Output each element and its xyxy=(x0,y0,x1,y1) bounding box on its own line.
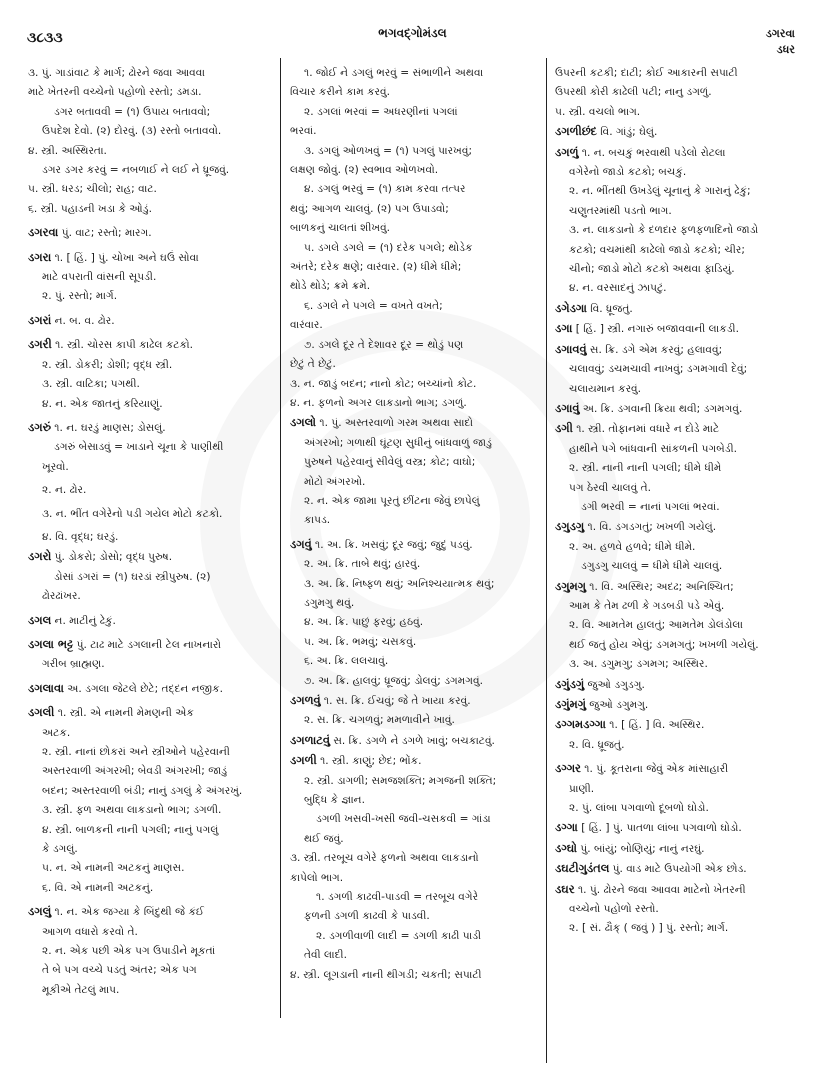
entry-line: અંગરખો; ગળાથી ઘૂંટણ સુધીનું બાંધવાળું જાડું xyxy=(304,436,492,449)
entry-headword-line xyxy=(28,223,274,243)
entry-line: ૩. પું. ગાડાંવાટ કે માર્ગ; ઢોરને જવા આવવા xyxy=(28,67,205,79)
entry-headword-line xyxy=(290,535,538,555)
entry-line: છેટું તે છેટું. xyxy=(290,358,336,371)
entry-line: લક્ષણ જોવું. (૨) સ્વભાવ ઓળખવો. xyxy=(290,164,439,177)
entry-line: ૬. અ. ક્રિ. લલચાવું. xyxy=(304,655,389,668)
entry-line: ચણુતરમાંથી પડતો ભાગ. xyxy=(569,204,672,217)
headword: ડગાવવું xyxy=(555,341,587,356)
headword: ડગરું xyxy=(28,419,51,434)
definition-text: પું. બાંયું; બોણિયું; નાનું નરઘું. xyxy=(577,842,705,855)
entry-headword-line xyxy=(555,340,805,360)
entry-line: વચ્ચેનો પહોળો રસ્તો. xyxy=(569,903,659,916)
page-number: ૩૮૩૩ xyxy=(27,30,63,46)
entry-line: ૭. ડગલે દૂર તે દેશાવર દૂર = થોડું પણ xyxy=(304,338,464,351)
entry-line: ચલાવવું; ડચમચાવી નાખવું; ડગમગાવી દેવું; xyxy=(569,363,748,376)
headword: ડગળાટવું xyxy=(290,732,330,747)
entry-line: ૨. સ્ત્રી. ડાગળી; સમજશક્તિ; મગજની શક્તિ; xyxy=(304,774,497,787)
entry-line: ૨. ન. ભીંતથી ઉખડેલું ચૂનાનું કે ગારાનું ઢેકું; xyxy=(569,185,751,198)
guide-word-first: ડગરવા xyxy=(765,27,795,40)
headword: ડગુડગુ xyxy=(555,519,585,534)
entry-line: પ્રાણી. xyxy=(569,782,595,795)
entry-line: બુદ્ધિ કે જ્ઞાન. xyxy=(304,794,365,807)
entry-headword-line xyxy=(28,635,274,655)
headword: ડગળવું xyxy=(290,693,321,707)
headword: ડગલું xyxy=(28,904,52,919)
entry-line: ૫. સ્ત્રી. વચલો ભાગ. xyxy=(555,105,641,118)
headword: ડગુંડગું xyxy=(555,676,585,691)
entry-headword-line xyxy=(28,311,274,331)
entry-headword-line xyxy=(555,143,805,163)
entry-headword-line xyxy=(28,248,274,268)
entry-line: અંતરે; દરેક ક્ષણે; વારંવાર. (૨) ધીમે ધીમે; xyxy=(290,261,462,274)
entry-line: આમ કે તેમ ઢળી કે ગડબડી પડે એવું. xyxy=(569,599,725,612)
entry-line: ઉપરની કટકી; દાટી; કોઈ આકારની સપાટી xyxy=(555,67,738,79)
entry-headword-line xyxy=(555,122,805,142)
entry-headword-line xyxy=(555,517,805,537)
entry-line: ૫. ન. એ નામની અટકનું માણસ. xyxy=(42,862,185,875)
definition-text: વિ. ધ્રૂજતું. xyxy=(586,302,633,315)
headword: ડઘર xyxy=(555,881,575,896)
entry-headword-line xyxy=(28,902,274,922)
column-left xyxy=(28,60,274,1059)
headword: ડગી xyxy=(555,421,573,436)
entry-line: ૪. વિ. વૃદ્ધ; ઘરડું. xyxy=(42,530,119,543)
headword: ડગલી xyxy=(28,705,55,720)
entry-line: માટે ખેતરની વચ્ચેનો પહોળો રસ્તો; ડમડા. xyxy=(28,86,202,99)
entry-line: કટકો; વચમાંથી કાઢેલો જાડો કટકો; ચીર; xyxy=(569,243,745,256)
entry-line: ૨. પું. રસ્તો; માર્ગ. xyxy=(42,290,118,303)
entry-headword-line xyxy=(555,880,805,900)
entry-line: ડગી ભરવી = નાનાં પગલાં ભરવાં. xyxy=(581,500,720,513)
definition-text: પું. વાટ; રસ્તો; મારગ. xyxy=(58,227,152,240)
entry-line: ૩. ડગલું ઓળખવું = (૧) પગલું પારખવું; xyxy=(304,144,473,157)
definition-text: જુઓ ડગુમગુ. xyxy=(585,699,649,711)
entry-line: પુરુષને પહેરવાનું સીવેલું વસ્ત્ર; કોટ; વાઘો; xyxy=(304,456,476,469)
entry-line: ૨. સ્ત્રી. નાનાં છોકરાં અને સ્ત્રીઓને પહેરવાની xyxy=(42,746,230,758)
definition-text: ૧. પું. અસ્તરવાળો ગરમ અથવા સાદો xyxy=(316,417,473,430)
entry-line: ખૂરવો. xyxy=(42,460,69,473)
entry-line: ડગુમગુ થવું. xyxy=(304,596,355,609)
entry-line: મૂકીએ તેટલું માપ. xyxy=(42,983,120,996)
definition-text: ૧. પું. ઢોરને જવા આવવા માટેનો ખેતરની xyxy=(574,883,746,896)
definition-text: ૧. વિ. ડગડગતું; ખખળી ગયેલું. xyxy=(584,521,717,534)
entry-headword-line xyxy=(290,751,538,771)
entry-line: અસ્તરવાળી અંગરખી; બેવડી અંગરખી; જાડું xyxy=(42,765,228,778)
definition-text: અ. ડગલા જેટલે છેટે; તદ્દન નજીક. xyxy=(63,682,223,695)
entry-line: ૨. સ્ત્રી. નાની નાની પગલી; ધીમે ધીમે xyxy=(569,462,722,475)
entry-line: ગરીબ બ્રાહ્મણ. xyxy=(42,658,105,671)
definition-text: સ. ક્રિ. ડગે એમ કરવું; હલાવવું; xyxy=(586,343,723,356)
entry-line: ૨. ન. ઢોર. xyxy=(42,484,87,497)
entry-line: વિચાર કરીને કામ કરવું. xyxy=(290,86,390,99)
headword: ડગેડગા xyxy=(555,300,587,315)
entry-headword-line xyxy=(28,703,274,723)
page-header xyxy=(0,22,825,56)
entry-line: ૪. ન. એક જાતનું કરિયાણું. xyxy=(42,397,163,410)
book-title: ભગવદ્ગોમંડલ xyxy=(378,26,447,40)
entry-line: ૨. અ. હળવે હળવે; ધીમે ધીમે. xyxy=(569,540,696,553)
headword: ડગલો xyxy=(290,415,317,430)
entry-line: ચીનો; જાડો મોટો કટકો અથવા ફાડિયું. xyxy=(569,263,735,276)
headword: ડગલા ભટ્ટ xyxy=(28,636,74,651)
guide-words xyxy=(766,26,795,58)
entry-line: ૩. ન. જાડું બદન; નાનો કોટ; બચ્ચાંનો કોટ. xyxy=(290,377,477,390)
entry-line: ચલાયમાન કરવું. xyxy=(569,382,642,395)
headword: ડગાવું xyxy=(555,400,580,415)
entry-line: વારંવાર. xyxy=(290,319,323,332)
entry-line: હાથીને પગે બાંધવાની સાંકળની પગબેડી. xyxy=(569,442,737,455)
entry-headword-line xyxy=(555,818,805,838)
entry-line: કે ડગલું. xyxy=(42,843,78,856)
entry-line: ૨. ડગળીવાળી લાદી = ડગળી કાઢી પાડી xyxy=(316,929,482,942)
entry-line: બાળકનું ચાલતાં શીખવું. xyxy=(290,222,391,235)
column-right xyxy=(555,60,805,1059)
headword: ડગરી xyxy=(28,337,52,352)
entry-line: કાપેલો ભાગ. xyxy=(290,871,344,884)
definition-text: જુઓ ડગુડગુ. xyxy=(584,678,645,691)
headword: ડગુંમગું xyxy=(555,697,586,711)
entry-line: ૪. ડગલું ભરવું = (૧) કામ કરવા તત્પર xyxy=(304,183,466,196)
entry-line: ૩. ન. ભીંત વગેરેનો પડી ગયેલ મોટો કટકો. xyxy=(42,507,223,520)
entry-line: ૩. સ્ત્રી. ફળ અથવા લાકડાનો ભાગ; ડગળી. xyxy=(42,804,222,817)
entry-headword-line xyxy=(555,759,805,779)
entry-line: ૩. અ. ડગુમગુ; ડગમગ; અસ્થિર. xyxy=(569,658,708,671)
definition-text: ૧. પું. કૂતરાના જેવું એક માંસાહારી xyxy=(580,763,729,776)
entry-line: ૪. સ્ત્રી. લૂગડાની નાની થીગડી; ચકતી; સપાટી xyxy=(290,968,482,981)
headword: ડગા xyxy=(555,321,573,336)
entry-line: ૫. ડગલે ડગલે = (૧) દરેક પગલે; થોડેક xyxy=(304,241,473,254)
definition-text: ૧. સ્ત્રી. તોફાનમાં વધારે ન દોડે માટે xyxy=(572,423,720,436)
headword: ડગલ xyxy=(28,612,52,627)
entry-headword-line xyxy=(28,335,274,355)
entry-line: ૨. પું. લાંબા પગવાળો દૂબળો ઘોડો. xyxy=(569,802,709,815)
entry-line: ૪. ન. વરસાદનું ઝાપટું. xyxy=(569,282,667,295)
headword: ડગલાવા xyxy=(28,680,64,695)
entry-line: ૨. અ. ક્રિ. તાબે થવું; હારવું. xyxy=(304,558,421,571)
entry-headword-line xyxy=(290,413,538,433)
headword: ડગરાં xyxy=(28,312,52,327)
headword: ડગરવા xyxy=(28,225,59,240)
entry-line: ડગર ડગર કરવું = નબળાઈ ને લઈ ને ધ્રૂજવું. xyxy=(42,164,230,177)
entry-line: બદન; અસ્તરવાળી બંડી; નાનું ડગલું કે અંગરખું. xyxy=(42,784,243,797)
entry-line: થોડે થોડે; ક્રમે ક્રમે. xyxy=(290,280,371,293)
entry-headword-line xyxy=(28,679,274,699)
definition-text: ૧. વિ. અસ્થિર; અદઢ; અનિશ્ચિત; xyxy=(585,580,734,593)
definition-text: ૧. [ હિં. ] વિ. અસ્થિર. xyxy=(605,719,705,732)
definition-text: ન. માટીનું ઢેકું. xyxy=(51,614,116,627)
entry-headword-line xyxy=(290,691,538,711)
entry-line: ભરવાં. xyxy=(290,125,317,138)
entry-line: ૬. ડગલે ને પગલે = વખતે વખતે; xyxy=(304,299,443,312)
entry-line: ઢોરઢાંખર. xyxy=(42,590,81,603)
headword: ડગુમગુ xyxy=(555,578,586,593)
entry-headword-line xyxy=(28,418,274,438)
definition-text: વિ. ગાંડું; ઘેલું. xyxy=(596,126,658,139)
entry-line: ૬. વિ. એ નામની અટકનું. xyxy=(42,881,154,894)
headword: ડગરા xyxy=(28,249,52,264)
headword: ડગવું xyxy=(290,536,312,551)
entry-line: ૨. સ. ક્રિ. ચગળવું; મમળાવીને ખાવું. xyxy=(304,714,455,727)
entry-line: ૪. સ્ત્રી. બાળકની નાની પગલી; નાનું પગલું xyxy=(42,823,219,836)
definition-text: ૧. [ હિં. ] પું. ચોખા અને ઘઉં સોવા xyxy=(51,251,199,264)
entry-headword-line xyxy=(28,611,274,631)
entry-line: થઈ જવું. xyxy=(304,832,344,845)
entry-line: ૨. ન. એક જામા પૂરતું છીંટના જેવું છાપેલું xyxy=(304,494,480,507)
column-middle xyxy=(290,60,538,1059)
entry-headword-line xyxy=(28,547,274,567)
entry-line: ૧. જોઈ ને ડગલું ભરવું = સંભાળીને અથવા xyxy=(304,67,484,79)
entry-line: ડગરું બેસાડવું = ખાડાને ચૂના કે પાણીથી xyxy=(54,441,224,454)
definition-text: [ હિં. ] પું. પાતળા લાંબા પગવાળો ઘોડો. xyxy=(577,822,742,835)
headword: ડગ્ગા xyxy=(555,820,578,835)
entry-line: ૪. અ. ક્રિ. પાછું ફરવું; હઠવું. xyxy=(304,616,424,629)
definition-text: અ. ક્રિ. ડગવાની ક્રિયા થવી; ડગમગવું. xyxy=(579,402,743,415)
headword: ડગ્ગર xyxy=(555,761,581,776)
entry-line: ૫. અ. ક્રિ. ભમવું; ચસકવું. xyxy=(304,635,417,648)
definition-text: ૧. ન. બચકું ભરવાથી પડેલો રોટલા xyxy=(578,146,726,159)
entry-line: ઉપરથી કોરી કાઢેલી પટી; નાનુ ડગળું. xyxy=(555,86,712,99)
entry-headword-line xyxy=(555,399,805,419)
entry-line: ડગળી ખસવી-ખસી જવી-ચસકવી = ગાંડા xyxy=(316,813,491,826)
headword: ડગળી xyxy=(290,753,317,768)
headword: ડગળું xyxy=(555,144,579,159)
entry-line: ૩. ન. લાકડાનો કે દળદાર ફળફળાદિનો જાડો xyxy=(569,224,759,237)
entry-line: ૭. અ. ક્રિ. હાલવું; ધ્રૂજવું; ડોલવું; ડગમગવું. xyxy=(304,674,483,687)
entry-line: ૪. સ્ત્રી. અસ્થિરતા. xyxy=(28,144,107,157)
entry-headword-line xyxy=(555,577,805,597)
headword: ડગ્ગમડગ્ગા xyxy=(555,717,606,732)
definition-text: ૧. સ્ત્રી. એ નામની મેમણની એક xyxy=(54,707,194,720)
definition-text: ૧. સ્ત્રી. કાણું; છેદ; ભોંક. xyxy=(316,755,422,768)
definition-text: ૧. અ. ક્રિ. ખસવું; દૂર જવું; જુદું પડવું. xyxy=(311,538,473,551)
entry-line: ૩. અ. ક્રિ. નિષ્ફળ થવું; અનિશ્ચયાત્મક થવું; xyxy=(304,577,495,590)
entry-line: ૪. ન. ફળનો અગર લાકડાનો ભાગ; ડગળું. xyxy=(290,396,467,409)
entry-line: મોટો અંગરખો. xyxy=(304,475,366,488)
entry-headword-line xyxy=(290,731,538,751)
column-divider xyxy=(546,58,547,1063)
entry-line: પગ ઠેરવી ચાલવું તે. xyxy=(569,481,652,494)
entry-line: આગળ વધારો કરવો તે. xyxy=(42,925,138,938)
headword: ડગરો xyxy=(28,549,52,564)
guide-word-last: ડધર xyxy=(776,43,795,56)
entry-headword-line xyxy=(555,859,805,879)
entry-headword-line xyxy=(555,675,805,695)
entry-line: થવું; આગળ ચાલવું. (૨) પગ ઉપાડવો; xyxy=(290,202,449,215)
entry-line: વગેરેનો જાડો કટકો; બચકું. xyxy=(569,166,687,179)
entry-headword-line xyxy=(555,839,805,859)
definition-text: પું. વાડ માટે ઉપયોગી એક છોડ. xyxy=(609,863,747,876)
entry-line: ડગર બતાવવી = (૧) ઉપાય બતાવવો; xyxy=(54,105,211,118)
entry-headword-line xyxy=(555,299,805,319)
entry-line: તેવી લાદી. xyxy=(304,949,347,962)
entry-line: ૩. સ્ત્રી. તરબૂચ વગેરે ફળનો અથવા લાકડાનો xyxy=(290,852,479,865)
definition-text: [ હિં. ] સ્ત્રી. નગારું બજાવવાની લાકડી. xyxy=(572,323,739,336)
entry-line: ૩. સ્ત્રી. વાટિકા; પગથી. xyxy=(42,378,140,391)
entry-line: ડોસાં ડગરાં = (૧) ઘરડાં સ્ત્રીપુરુષ. (૨) xyxy=(54,570,211,583)
headword: ડગ્ઘો xyxy=(555,840,577,855)
entry-line: ૨. વિ. ધ્રૂજતું. xyxy=(569,738,625,751)
definition-text: ન. બ. વ. ઢોર. xyxy=(51,314,115,327)
column-divider xyxy=(280,58,281,1018)
entry-line: ૬. સ્ત્રી. પહાડની ખડા કે ઓડું. xyxy=(28,202,152,215)
definition-text: ૧. સ. ક્રિ. ઈચવું; જે તે ખાયા કરવું. xyxy=(320,695,471,707)
entry-line: તે બે પગ વચ્ચે પડતું અંતર; એક પગ xyxy=(42,964,197,977)
entry-line: ૧. ડગળી કાઢવી-પાડવી = તરબૂચ વગેરે xyxy=(316,891,479,904)
entry-line: ૨. ડગલાં ભરવાં = અધરણીનાં પગલાં xyxy=(304,105,458,118)
entry-headword-line xyxy=(555,695,805,715)
entry-line: ૨. [ સં. ઢૌક્ ( જવું ) ] પું. રસ્તો; માર્ગ. xyxy=(569,922,729,935)
entry-line: માટે વપરાતી વાંસની સૂપડી. xyxy=(42,271,157,284)
entry-line: અટક. xyxy=(42,726,71,739)
entry-line: કાપડ. xyxy=(304,514,331,527)
entry-line: થઈ જતું હોય એવું; ડગમગતું; ખખળી ગયેલું. xyxy=(569,638,759,651)
headword: ડગળીછંદ xyxy=(555,124,597,139)
entry-line: ૨. સ્ત્રી. ડોકરી; ડોશી; વૃદ્ધ સ્ત્રી. xyxy=(42,358,173,371)
entry-headword-line xyxy=(555,715,805,735)
entry-line: ૨. ન. એક પછી એક પગ ઉપાડીને મૂકતાં xyxy=(42,945,216,958)
headword: ડઘટીગુડંતલ xyxy=(555,861,610,876)
entry-line: ફળની ડગળી કાઢવી કે પાડવી. xyxy=(304,910,430,923)
entry-line: ૨. વિ. આમતેમ હાલતું; આમતેમ ડોલંડોલા xyxy=(569,619,743,632)
definition-text: ૧. ન. એક જગ્યા કે બિંદુથી જે કંઈ xyxy=(51,906,205,919)
entry-line: ડગુડગુ ચાલવું = ધીમે ધીમે ચાલવું. xyxy=(581,560,723,573)
entry-headword-line xyxy=(555,419,805,439)
definition-text: પું. ટાઢ માટે ડગલાની ટેલ નાખનારો xyxy=(73,638,222,651)
entry-headword-line xyxy=(555,319,805,339)
entry-line: ૫. સ્ત્રી. ધરડ; ચીલો; રાહ; વાટ. xyxy=(28,183,157,196)
definition-text: સ. ક્રિ. ડગળે ને ડગળે ખાવું; બચકાટવું. xyxy=(329,734,495,747)
definition-text: ૧. સ્ત્રી. ચોરસ કાપી કાઢેલ કટકો. xyxy=(51,339,193,352)
entry-line: ઉપદેશ દેવો. (૨) દોરવું. (૩) રસ્તો બતાવવો. xyxy=(42,125,222,138)
definition-text: ૧. ન. ઘરડું માણસ; ડોસલું. xyxy=(50,421,166,434)
definition-text: પું. ડોકરો; ડોસો; વૃદ્ધ પુરુષ. xyxy=(51,551,173,564)
